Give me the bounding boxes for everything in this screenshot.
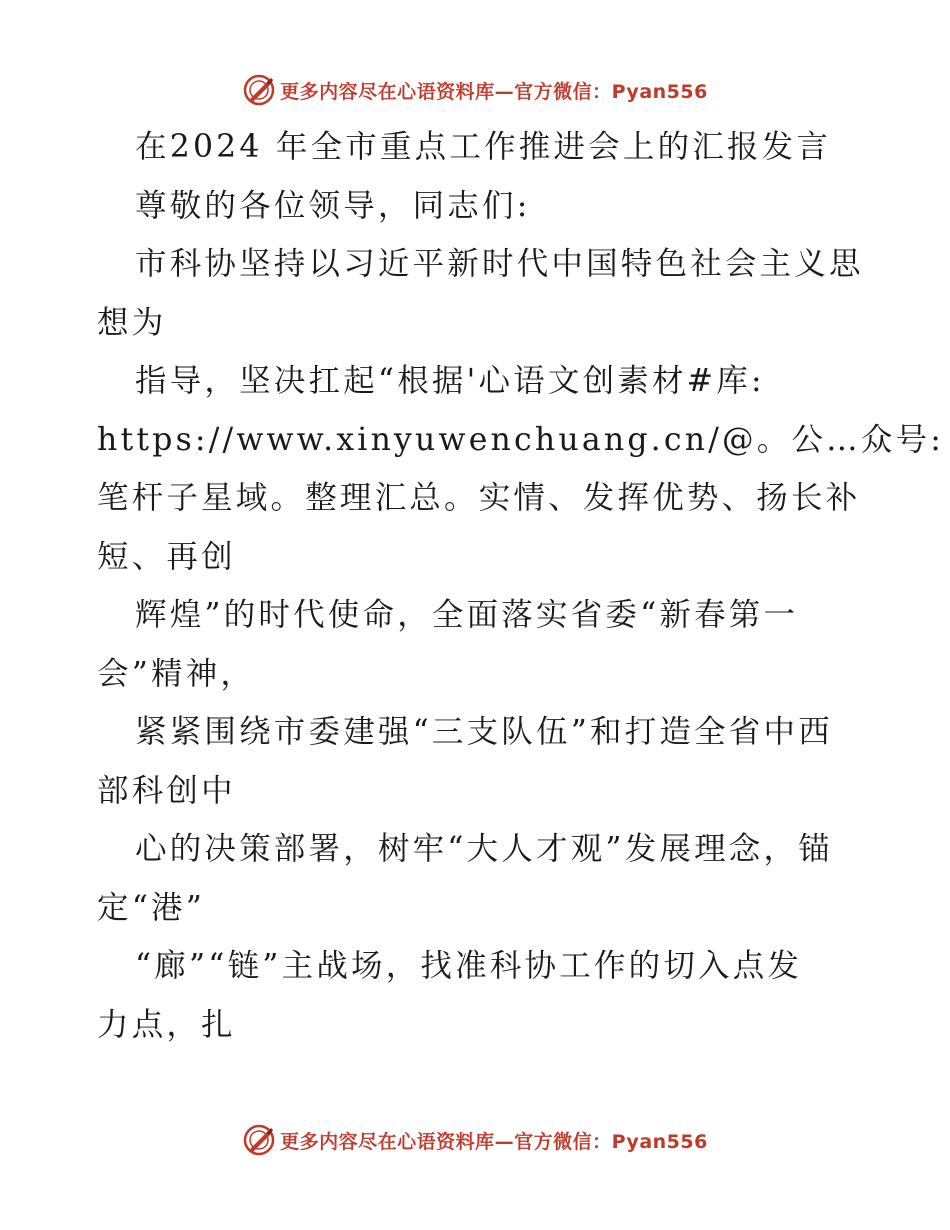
paragraph-line: 紧紧围绕市委建强“三支队伍”和打造全省中西 (135, 714, 833, 750)
pen-logo-icon (242, 73, 276, 107)
paragraph-line: 市科协坚持以习近平新时代中国特色社会主义思 (135, 246, 864, 282)
pen-logo-icon (242, 1123, 276, 1157)
paragraph-line: 辉煌”的时代使命，全面落实省委“新春第一 (135, 597, 799, 633)
document-body (97, 118, 945, 1054)
watermark-text: 更多内容尽在心语资料库—官方微信：Pyan556 (280, 80, 708, 103)
paragraph-line: 会”精神， (97, 655, 256, 692)
paragraph-line: 指导，坚决扛起“根据'心语文创素材#库: (135, 363, 765, 399)
paragraph-line: 部科创中 (97, 772, 236, 809)
paragraph-line: 短、再创 (97, 538, 236, 575)
watermark-text: 更多内容尽在心语资料库—官方微信：Pyan556 (280, 1130, 708, 1153)
paragraph-line: 力点，扎 (97, 1006, 236, 1043)
paragraph-line: 想为 (97, 304, 167, 341)
footer-watermark-banner (0, 1122, 950, 1158)
paragraph-line: “廊”“链”主战场，找准科协工作的切入点发 (135, 948, 803, 984)
document-title: 在2024 年全市重点工作推进会上的汇报发言 (135, 129, 832, 165)
paragraph-line: https://www.xinyuwenchuang.cn/@。公…众号: (97, 421, 945, 458)
paragraph-line: 心的决策部署，树牢“大人才观”发展理念，锚 (135, 831, 833, 867)
header-watermark-banner (0, 72, 950, 108)
paragraph-line: 定“港” (97, 889, 206, 926)
paragraph-line: 笔杆子星域。整理汇总。实情、发挥优势、扬长补 (97, 480, 861, 516)
salutation: 尊敬的各位领导，同志们: (135, 187, 531, 224)
